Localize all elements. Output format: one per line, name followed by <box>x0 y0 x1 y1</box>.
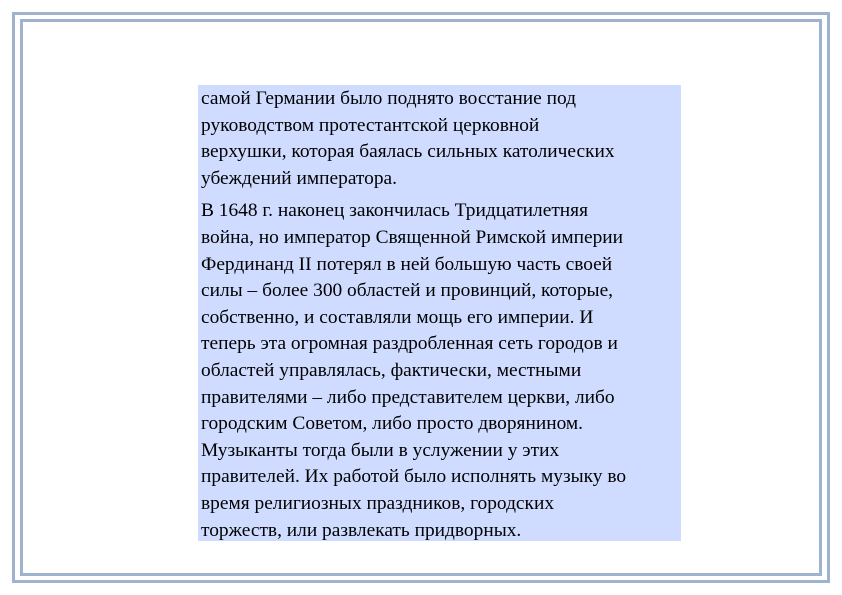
text-line: правителями – либо представителем церкви, либо <box>201 386 615 408</box>
paragraph-1 <box>201 86 677 192</box>
text-line: верхушки, которая баялась сильных католических <box>201 141 615 163</box>
text-line: городским Советом, либо просто дворянином. <box>201 413 584 435</box>
text-line: собственно, и составляли мощь его империи. И <box>201 306 594 328</box>
paragraph-2 <box>201 198 677 544</box>
text-line: война, но император Священной Римской империи <box>201 226 624 248</box>
text-box <box>198 85 681 541</box>
text-line: Фердинанд II потерял в ней большую часть своей <box>201 253 613 275</box>
text-line: В 1648 г. наконец закончилась Тридцатилетняя <box>201 200 589 222</box>
text-line: самой Германии было поднято восстание под <box>201 88 576 109</box>
text-line: убеждений императора. <box>201 167 397 189</box>
text-line: время религиозных праздников, городских <box>201 492 555 514</box>
text-line: правителей. Их работой было исполнять музыку во <box>201 466 627 488</box>
text-line: силы – более 300 областей и провинций, которые, <box>201 280 614 302</box>
text-line: Музыканты тогда были в услужении у этих <box>201 439 560 461</box>
text-line: торжеств, или развлекать придворных. <box>201 519 522 541</box>
text-line: теперь эта огромная раздробленная сеть городов и <box>201 333 618 355</box>
text-line: руководством протестантской церковной <box>201 114 540 136</box>
text-line: областей управлялась, фактически, местными <box>201 359 582 381</box>
